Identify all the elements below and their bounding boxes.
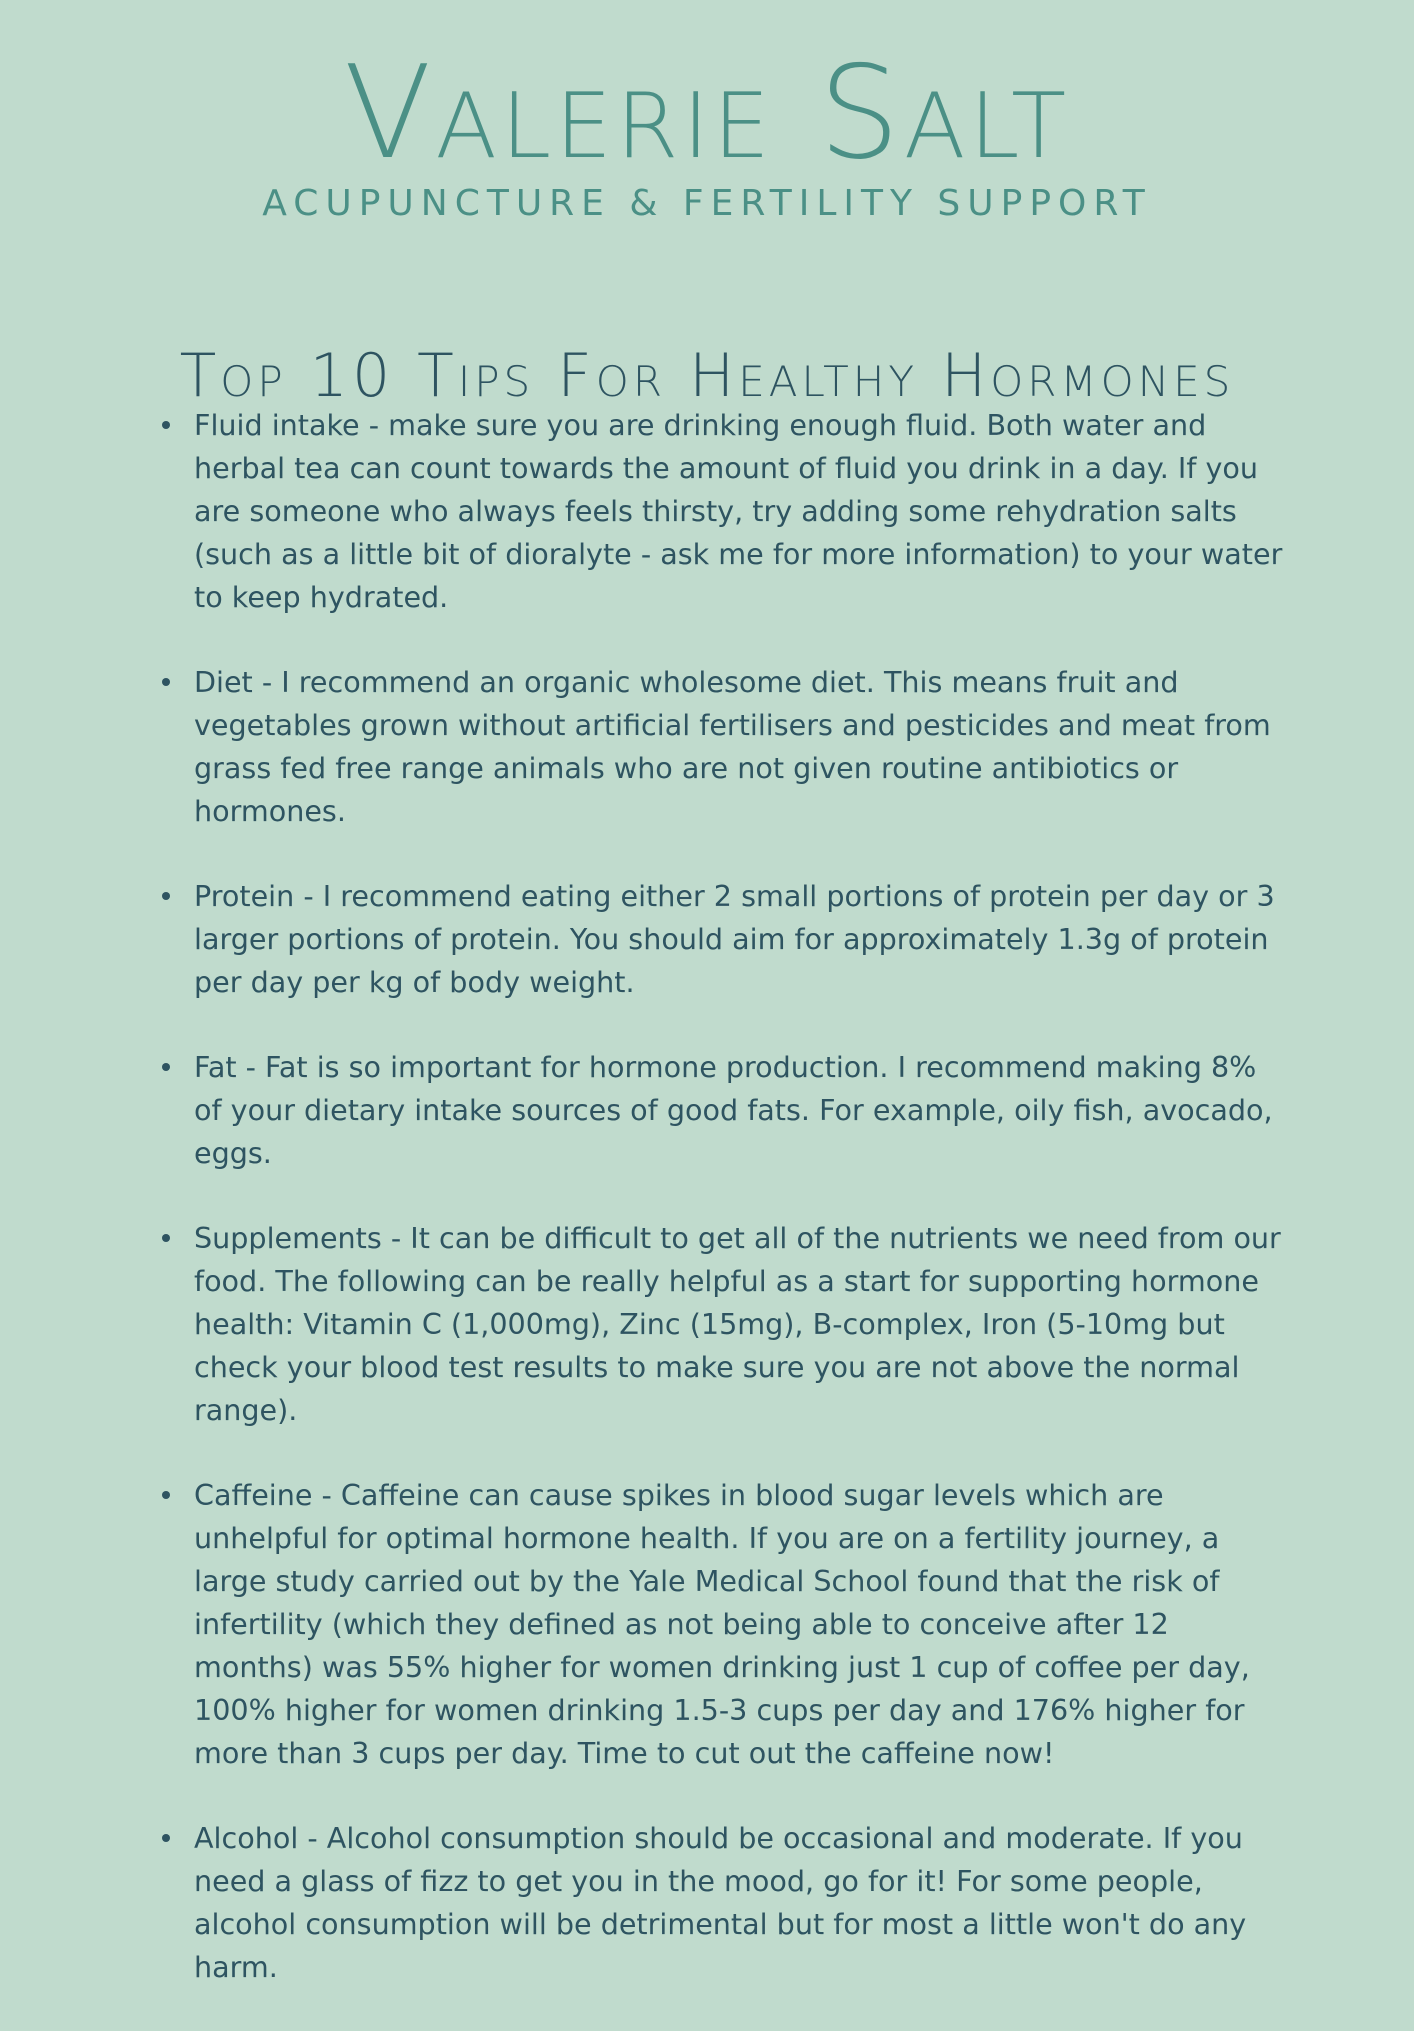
- tip-alcohol: [194, 1817, 1289, 1989]
- tip-text: Protein - I recommend eating either 2 small portions of protein per day or 3 larger portions of protein. You should aim for approximately 1.3g of protein per day per kg of body weight.: [194, 879, 1275, 999]
- bullet-icon: [162, 1834, 170, 1842]
- bullet-icon: [162, 1063, 170, 1071]
- tip-fluid-intake: [194, 404, 1289, 619]
- page-title: Top 10 Tips For Healthy Hormones: [179, 341, 1235, 412]
- bullet-icon: [162, 421, 170, 429]
- tip-fat: [194, 1046, 1289, 1175]
- bullet-icon: [162, 892, 170, 900]
- tip-text: Fluid intake - make sure you are drinking enough fluid. Both water and herbal tea can count towards the amount of fluid you drink in a day. If you are someone who always feels thirsty, try adding some rehydration salts (such as a little bit of dioralyte - ask me for more information) to your water to keep hydrated.: [194, 408, 1283, 614]
- tip-caffeine: [194, 1474, 1289, 1775]
- bullet-icon: [162, 1491, 170, 1499]
- tip-text: Diet - I recommend an organic wholesome diet. This means fruit and vegetables grown without artificial fertilisers and pesticides and meat from grass fed free range animals who are not given routine antibiotics or hormones.: [194, 665, 1271, 828]
- bullet-icon: [162, 678, 170, 686]
- tip-diet: [194, 661, 1289, 833]
- tip-supplements: [194, 1217, 1289, 1432]
- tips-list: [194, 404, 1289, 2031]
- bullet-icon: [162, 1234, 170, 1242]
- tip-text: Caffeine - Caffeine can cause spikes in blood sugar levels which are unhelpful for optimal hormone health. If you are on a fertility journey, a large study carried out by the Yale Medical School found that the risk of infertility (which they defined as not being able to conceive after 12 months) was 55% higher for women drinking just 1 cup of coffee per day, 100% higher for women drinking 1.5-3 cups per day and 176% higher for more than 3 cups per day. Time to cut out the caffeine now!: [194, 1478, 1250, 1770]
- tip-text: Alcohol - Alcohol consumption should be occasional and moderate. If you need a glass of fizz to get you in the mood, go for it! For some people, alcohol consumption will be detrimental but for most a little won't do any harm.: [194, 1821, 1247, 1984]
- brand-tagline: ACUPUNCTURE & FERTILITY SUPPORT: [262, 183, 1152, 224]
- tip-text: Supplements - It can be difficult to get all of the nutrients we need from our food. The following can be really helpful as a start for supporting hormone health: Vitamin C (1,000mg), Zinc (15mg), B-complex, Iron (5-10mg but check your blood test results to make sure you are not above the normal range).: [194, 1221, 1281, 1427]
- tip-text: Fat - Fat is so important for hormone production. I recommend making 8% of your dietary intake sources of good fats. For example, oily fish, avocado, eggs.: [194, 1050, 1273, 1170]
- tip-protein: [194, 875, 1289, 1004]
- brand-name: Valerie Salt: [343, 39, 1071, 188]
